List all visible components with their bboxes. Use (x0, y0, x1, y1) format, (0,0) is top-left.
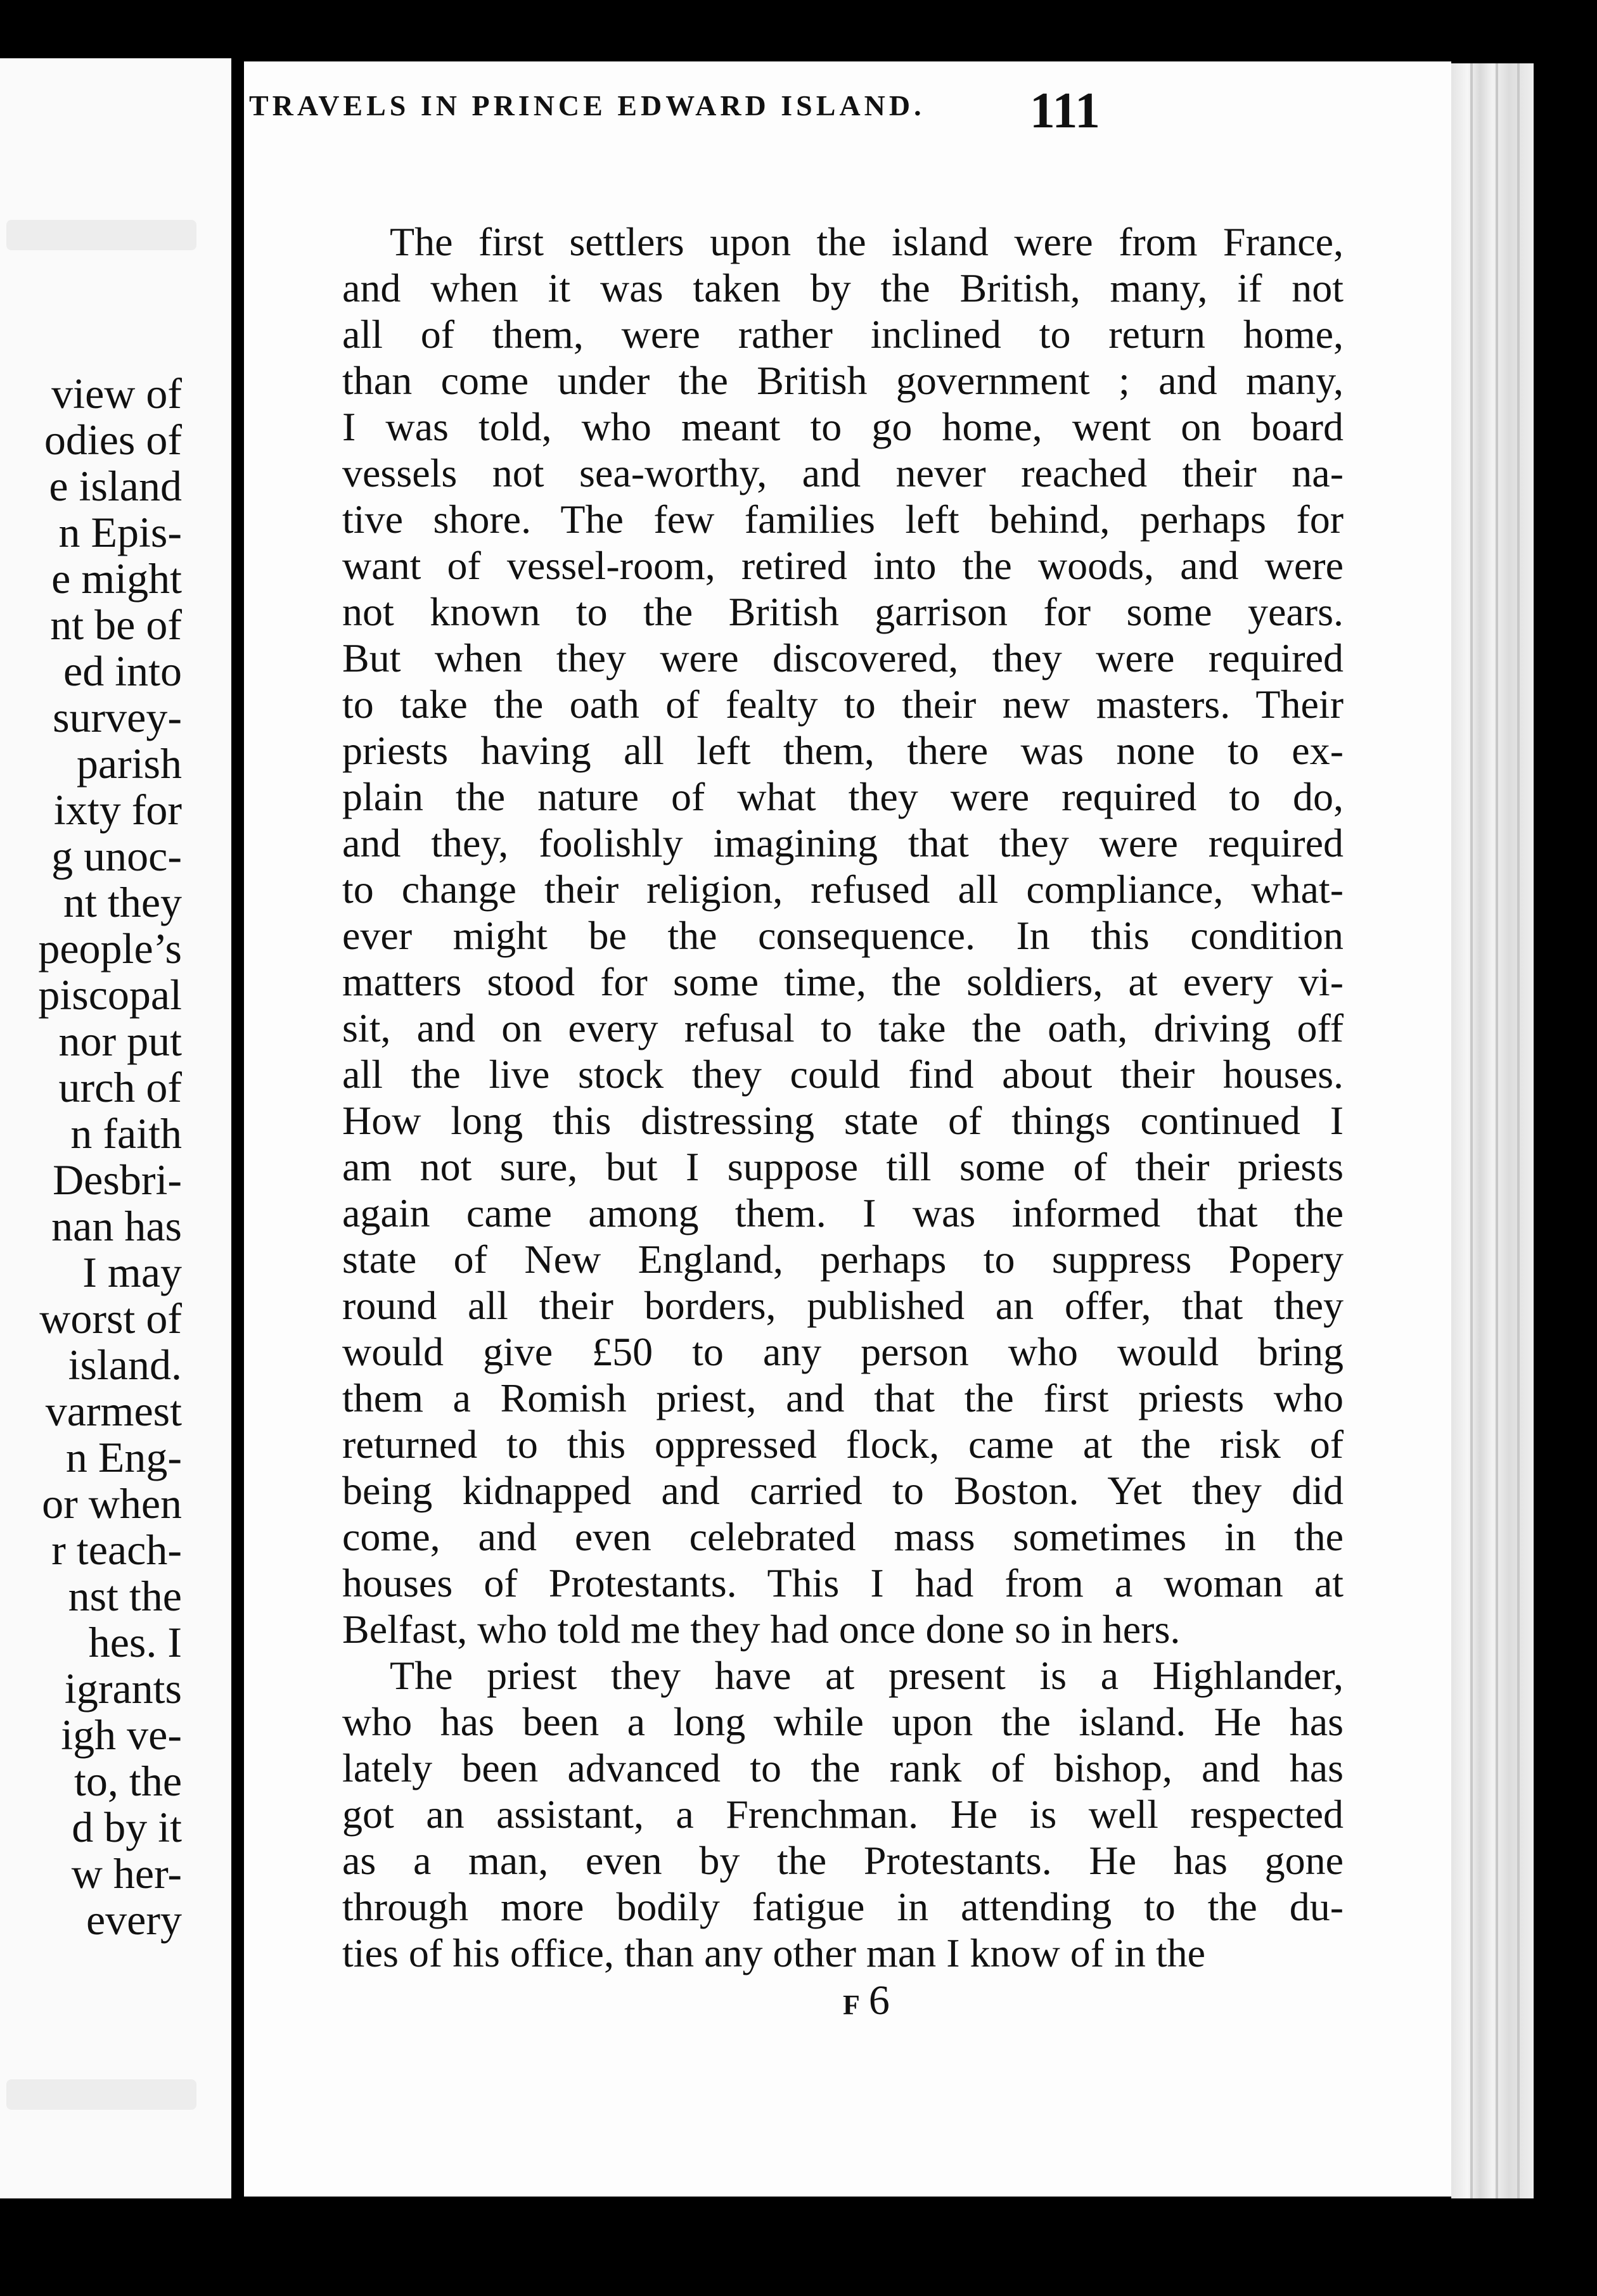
text-line: and they, foolishly imagining that they were required (342, 820, 1344, 865)
facing-page-line: r teach- (51, 1526, 182, 1574)
text-line: ties of his office, than any other man I know of in the (342, 1930, 1206, 1975)
facing-page-line: nor put (58, 1017, 182, 1065)
facing-page-line: to, the (74, 1757, 182, 1805)
text-line: returned to this oppressed flock, came at the risk of (342, 1422, 1344, 1467)
facing-page-line: e might (51, 554, 182, 603)
text-line: tive shore. The few families left behind, perhaps for (342, 497, 1344, 542)
text-line: But when they were discovered, they were required (342, 635, 1344, 680)
text-line: all the live stock they could find about their houses. (342, 1052, 1344, 1097)
text-line: round all their borders, published an offer, that they (342, 1283, 1344, 1328)
facing-page-line: I may (82, 1248, 182, 1296)
facing-page-line: nan has (51, 1202, 182, 1250)
text-line: through more bodily fatigue in attending to the du- (342, 1884, 1344, 1929)
text-line: How long this distressing state of things continued I (342, 1098, 1344, 1143)
text-line: state of New England, perhaps to suppress Popery (342, 1237, 1344, 1282)
facing-page-line: nt be of (50, 601, 182, 649)
text-line: than come under the British government ; and many, (342, 358, 1344, 403)
text-line: sit, and on every refusal to take the oath, driving off (342, 1005, 1344, 1050)
facing-page-line: e island (49, 462, 182, 510)
text-line: and when it was taken by the British, many, if not (342, 265, 1344, 310)
facing-page-line: survey- (53, 693, 182, 741)
signature-number: 6 (868, 1977, 890, 2024)
text-line: ever might be the consequence. In this condition (342, 913, 1344, 958)
facing-page-left (0, 58, 231, 2198)
text-line: would give £50 to any person who would bring (342, 1329, 1344, 1374)
page-edge-line (1496, 63, 1498, 2198)
facing-page-line: varmest (45, 1387, 182, 1435)
text-line: them a Romish priest, and that the first priests who (342, 1375, 1344, 1420)
text-line: am not sure, but I suppose till some of their priests (342, 1144, 1344, 1189)
facing-page-line: nst the (68, 1572, 182, 1620)
text-line: Belfast, who told me they had once done so in hers. (342, 1607, 1181, 1652)
facing-page-line: ed into (63, 647, 182, 695)
text-line: priests having all left them, there was none to ex- (342, 728, 1344, 773)
text-line: being kidnapped and carried to Boston. Yet they did (342, 1468, 1344, 1513)
facing-page-line: nt they (63, 878, 182, 926)
text-line: to change their religion, refused all compliance, what- (342, 867, 1344, 912)
bleed-through-mark (6, 2079, 196, 2110)
facing-page-line: people’s (38, 924, 182, 973)
facing-page-line: igh ve- (61, 1711, 182, 1759)
text-line: to take the oath of fealty to their new masters. Their (342, 682, 1344, 727)
text-line: The priest they have at present is a Highlander, (390, 1653, 1344, 1698)
facing-page-line: urch of (58, 1063, 182, 1111)
facing-page-line: d by it (72, 1803, 182, 1851)
text-line: as a man, even by the Protestants. He has gone (342, 1838, 1344, 1883)
facing-page-line: igrants (64, 1664, 182, 1712)
facing-page-line: ixty for (53, 786, 182, 834)
facing-page-line: odies of (44, 416, 182, 464)
page-edge-line (1517, 63, 1520, 2198)
signature-mark (843, 1977, 890, 2025)
facing-page-line: worst of (39, 1294, 182, 1343)
text-line: want of vessel-room, retired into the woods, and were (342, 543, 1344, 588)
text-line: again came among them. I was informed that the (342, 1190, 1344, 1235)
running-head (249, 82, 1100, 139)
facing-page-line: island. (68, 1341, 182, 1389)
bleed-through-mark (6, 220, 196, 250)
page-edges (1451, 63, 1534, 2198)
text-line: vessels not sea-worthy, and never reached their na- (342, 450, 1344, 495)
text-line: houses of Protestants. This I had from a woman at (342, 1560, 1344, 1605)
page-number: 111 (1029, 83, 1100, 139)
facing-page-line: every (86, 1896, 182, 1944)
facing-page-line: n faith (70, 1109, 182, 1158)
text-line: plain the nature of what they were required to do, (342, 774, 1344, 819)
text-line: not known to the British garrison for some years. (342, 589, 1344, 634)
signature-letter: F (843, 1989, 860, 2020)
facing-page-line: w her- (71, 1849, 182, 1897)
facing-page-line: hes. I (88, 1618, 182, 1666)
text-line: lately been advanced to the rank of bishop, and has (342, 1745, 1344, 1790)
facing-page-line: g unoc- (51, 832, 182, 880)
body-text (342, 219, 1344, 1976)
facing-page-line: n Eng- (65, 1433, 182, 1481)
running-title: TRAVELS IN PRINCE EDWARD ISLAND. (249, 89, 925, 122)
facing-page-line: or when (42, 1479, 182, 1527)
text-line: all of them, were rather inclined to return home, (342, 312, 1344, 357)
text-line: I was told, who meant to go home, went on board (342, 404, 1344, 449)
facing-page-line: Desbri- (53, 1156, 182, 1204)
facing-page-line: view of (51, 369, 182, 418)
text-line: come, and even celebrated mass sometimes in the (342, 1514, 1344, 1559)
text-line: who has been a long while upon the island. He has (342, 1699, 1344, 1744)
facing-page-line: piscopal (38, 971, 182, 1019)
facing-page-line: parish (76, 739, 182, 788)
text-line: got an assistant, a Frenchman. He is well respected (342, 1792, 1344, 1837)
page-edge-line (1470, 63, 1473, 2198)
text-line: matters stood for some time, the soldiers, at every vi- (342, 959, 1344, 1004)
facing-page-line: n Epis- (58, 508, 182, 556)
text-line: The first settlers upon the island were from France, (390, 219, 1344, 264)
